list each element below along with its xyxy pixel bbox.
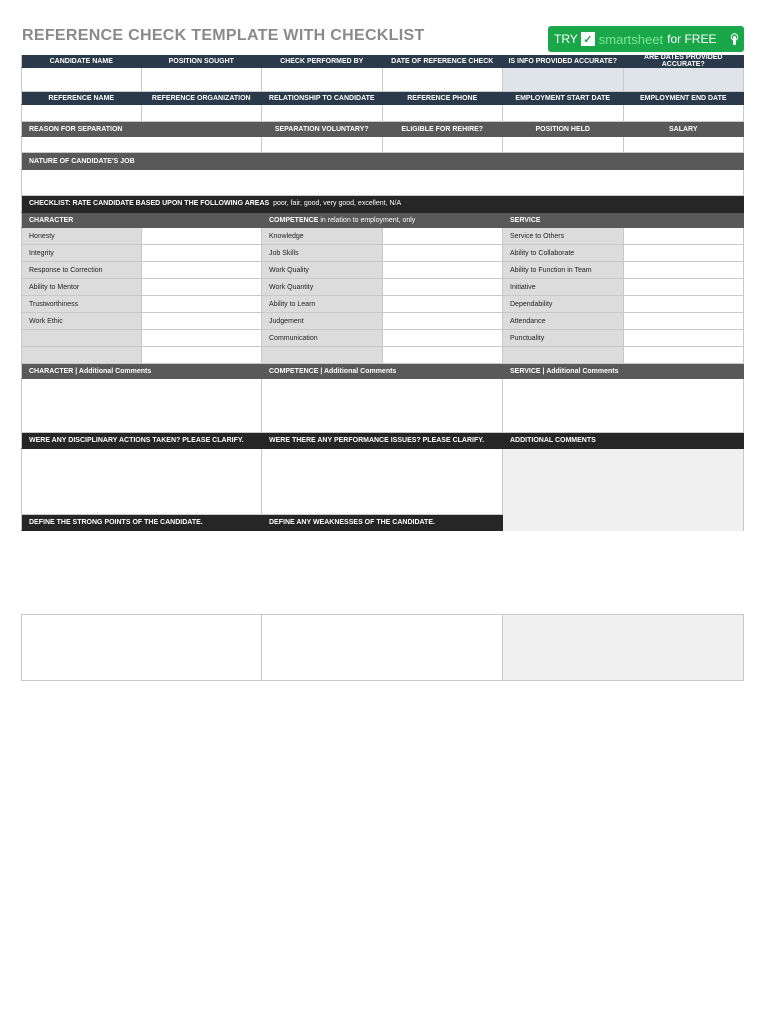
- competence-rating-field[interactable]: [383, 296, 504, 313]
- check-performed-by-header: CHECK PERFORMED BY: [262, 55, 383, 68]
- position-held-field[interactable]: [503, 137, 624, 153]
- category-row: [21, 213, 744, 228]
- date-of-check-header: DATE OF REFERENCE CHECK: [383, 55, 504, 68]
- reference-phone-header: REFERENCE PHONE: [383, 92, 504, 105]
- rating-row: [21, 330, 744, 347]
- input-row-3: [21, 137, 744, 153]
- position-sought-field[interactable]: [142, 68, 263, 92]
- additional-comments-header: ADDITIONAL COMMENTS: [503, 433, 744, 449]
- competence-item-label: Knowledge: [262, 228, 383, 245]
- position-sought-header: POSITION SOUGHT: [142, 55, 263, 68]
- strong-points-header: DEFINE THE STRONG POINTS OF THE CANDIDATE.: [21, 515, 262, 531]
- character-item-label: Honesty: [21, 228, 142, 245]
- character-rating-field[interactable]: [142, 330, 263, 347]
- separation-voluntary-field[interactable]: [262, 137, 383, 153]
- position-held-header: POSITION HELD: [503, 122, 624, 137]
- competence-rating-field[interactable]: [383, 279, 504, 296]
- service-header: [503, 213, 744, 228]
- service-comments-field[interactable]: [503, 379, 744, 433]
- header-row-2: [21, 92, 744, 105]
- additional-comments-continued-field[interactable]: [503, 614, 744, 681]
- character-item-label: Response to Correction: [21, 262, 142, 279]
- checklist-label: CHECKLIST: RATE CANDIDATE BASED UPON THE FOLLOWING AREAS: [29, 200, 270, 207]
- eligible-rehire-field[interactable]: [383, 137, 504, 153]
- character-rating-field[interactable]: [142, 296, 263, 313]
- salary-header: SALARY: [624, 122, 745, 137]
- character-rating-field[interactable]: [142, 313, 263, 330]
- reason-separation-field[interactable]: [21, 137, 262, 153]
- define-header-row: [21, 515, 744, 531]
- checklist-header: [21, 196, 744, 213]
- competence-title: COMPETENCE: [269, 216, 319, 224]
- service-item-label: Punctuality: [503, 330, 624, 347]
- reference-organization-header: REFERENCE ORGANIZATION: [142, 92, 263, 105]
- nature-of-job-field[interactable]: [21, 170, 744, 196]
- character-item-label: Ability to Mentor: [21, 279, 142, 296]
- candidate-name-header: CANDIDATE NAME: [21, 55, 142, 68]
- info-accurate-header: IS INFO PROVIDED ACCURATE?: [503, 55, 624, 68]
- character-comments-field[interactable]: [21, 379, 262, 433]
- relationship-field[interactable]: [262, 105, 383, 122]
- salary-field[interactable]: [624, 137, 745, 153]
- input-row-2: [21, 105, 744, 122]
- character-rating-field[interactable]: [142, 347, 263, 364]
- competence-item-label: Judgement: [262, 313, 383, 330]
- competence-item-label: Ability to Learn: [262, 296, 383, 313]
- service-item-label: Attendance: [503, 313, 624, 330]
- service-comments-header: SERVICE | Additional Comments: [503, 364, 744, 379]
- strong-points-field[interactable]: [21, 614, 262, 681]
- competence-comments-field[interactable]: [262, 379, 503, 433]
- service-item-label: [503, 347, 624, 364]
- dates-accurate-header: ARE DATES PROVIDED ACCURATE?: [624, 55, 745, 68]
- weaknesses-header: DEFINE ANY WEAKNESSES OF THE CANDIDATE.: [262, 515, 503, 531]
- rating-row: [21, 279, 744, 296]
- character-comments-header: CHARACTER | Additional Comments: [21, 364, 262, 379]
- rating-row: [21, 262, 744, 279]
- service-rating-field[interactable]: [624, 296, 745, 313]
- service-item-label: Dependability: [503, 296, 624, 313]
- competence-rating-field[interactable]: [383, 313, 504, 330]
- service-item-label: Service to Others: [503, 228, 624, 245]
- separation-voluntary-header: SEPARATION VOLUNTARY?: [262, 122, 383, 137]
- competence-rating-field[interactable]: [383, 347, 504, 364]
- character-rating-field[interactable]: [142, 279, 263, 296]
- reference-form: [21, 55, 744, 531]
- service-rating-field[interactable]: [624, 228, 745, 245]
- disciplinary-header: WERE ANY DISCIPLINARY ACTIONS TAKEN? PLEASE CLARIFY.: [21, 433, 262, 449]
- competence-item-label: Communication: [262, 330, 383, 347]
- performance-header: WERE THERE ANY PERFORMANCE ISSUES? PLEASE CLARIFY.: [262, 433, 503, 449]
- rating-grid: [21, 228, 744, 364]
- reference-organization-field[interactable]: [142, 105, 263, 122]
- service-rating-field[interactable]: [624, 245, 745, 262]
- character-rating-field[interactable]: [142, 228, 263, 245]
- nature-of-job-header: NATURE OF CANDIDATE'S JOB: [21, 153, 744, 170]
- promo-try: TRY: [554, 32, 578, 46]
- character-rating-field[interactable]: [142, 245, 263, 262]
- service-rating-field[interactable]: [624, 262, 745, 279]
- service-item-label: Ability to Collaborate: [503, 245, 624, 262]
- rating-row: [21, 347, 744, 364]
- competence-item-label: Job Skills: [262, 245, 383, 262]
- employment-end-field[interactable]: [624, 105, 745, 122]
- character-rating-field[interactable]: [142, 262, 263, 279]
- service-rating-field[interactable]: [624, 313, 745, 330]
- character-title: CHARACTER: [29, 216, 74, 224]
- reason-separation-header: REASON FOR SEPARATION: [21, 122, 262, 137]
- character-item-label: Integrity: [21, 245, 142, 262]
- reference-name-field[interactable]: [21, 105, 142, 122]
- relationship-header: RELATIONSHIP TO CANDIDATE: [262, 92, 383, 105]
- pointer-hand-icon: [729, 33, 740, 46]
- disciplinary-field[interactable]: [21, 449, 262, 515]
- employment-start-field[interactable]: [503, 105, 624, 122]
- competence-rating-field[interactable]: [383, 245, 504, 262]
- character-item-label: Trustworthiness: [21, 296, 142, 313]
- checklist-scale: poor, fair, good, very good, excellent, N/A: [273, 200, 402, 207]
- character-item-label: [21, 347, 142, 364]
- spacer: [503, 515, 744, 531]
- competence-rating-field[interactable]: [383, 330, 504, 347]
- employment-end-header: EMPLOYMENT END DATE: [624, 92, 745, 105]
- checklist-row: [21, 196, 744, 213]
- try-smartsheet-button[interactable]: [548, 26, 744, 52]
- service-item-label: Ability to Function in Team: [503, 262, 624, 279]
- page-title: REFERENCE CHECK TEMPLATE WITH CHECKLIST: [22, 27, 425, 44]
- service-rating-field[interactable]: [624, 279, 745, 296]
- employment-start-header: EMPLOYMENT START DATE: [503, 92, 624, 105]
- character-header: [21, 213, 262, 228]
- competence-item-label: Work Quality: [262, 262, 383, 279]
- candidate-name-field[interactable]: [21, 68, 142, 92]
- eligible-rehire-header: ELIGIBLE FOR REHIRE?: [383, 122, 504, 137]
- define-input-row: [21, 614, 744, 681]
- nature-row: [21, 153, 744, 170]
- comments-header-row: [21, 364, 744, 379]
- rating-row: [21, 228, 744, 245]
- competence-item-label: Work Quantity: [262, 279, 383, 296]
- rating-row: [21, 245, 744, 262]
- competence-comments-header: COMPETENCE | Additional Comments: [262, 364, 503, 379]
- reference-phone-field[interactable]: [383, 105, 504, 122]
- rating-row: [21, 313, 744, 330]
- service-title: SERVICE: [510, 216, 541, 224]
- header-row-3: [21, 122, 744, 137]
- date-of-check-field[interactable]: [383, 68, 504, 92]
- competence-note: in relation to employment, only: [320, 216, 416, 224]
- competence-header: [262, 213, 503, 228]
- check-performed-by-field[interactable]: [262, 68, 383, 92]
- nature-input-row: [21, 170, 744, 196]
- character-item-label: [21, 330, 142, 347]
- dates-accurate-field[interactable]: [624, 68, 745, 92]
- competence-item-label: [262, 347, 383, 364]
- input-row-1: [21, 68, 744, 92]
- service-rating-field[interactable]: [624, 347, 745, 364]
- competence-rating-field[interactable]: [383, 262, 504, 279]
- info-accurate-field[interactable]: [503, 68, 624, 92]
- questions-header-row: [21, 433, 744, 449]
- character-item-label: Work Ethic: [21, 313, 142, 330]
- service-rating-field[interactable]: [624, 330, 745, 347]
- reference-name-header: REFERENCE NAME: [21, 92, 142, 105]
- service-item-label: Initiative: [503, 279, 624, 296]
- header-row-1: [21, 55, 744, 68]
- promo-brand: smartsheet: [598, 31, 664, 47]
- competence-rating-field[interactable]: [383, 228, 504, 245]
- weaknesses-field[interactable]: [262, 614, 503, 681]
- checkmark-icon: ✓: [581, 32, 595, 46]
- promo-suffix: for FREE: [667, 32, 717, 46]
- rating-row: [21, 296, 744, 313]
- performance-field[interactable]: [262, 449, 503, 515]
- comments-input-row: [21, 379, 744, 433]
